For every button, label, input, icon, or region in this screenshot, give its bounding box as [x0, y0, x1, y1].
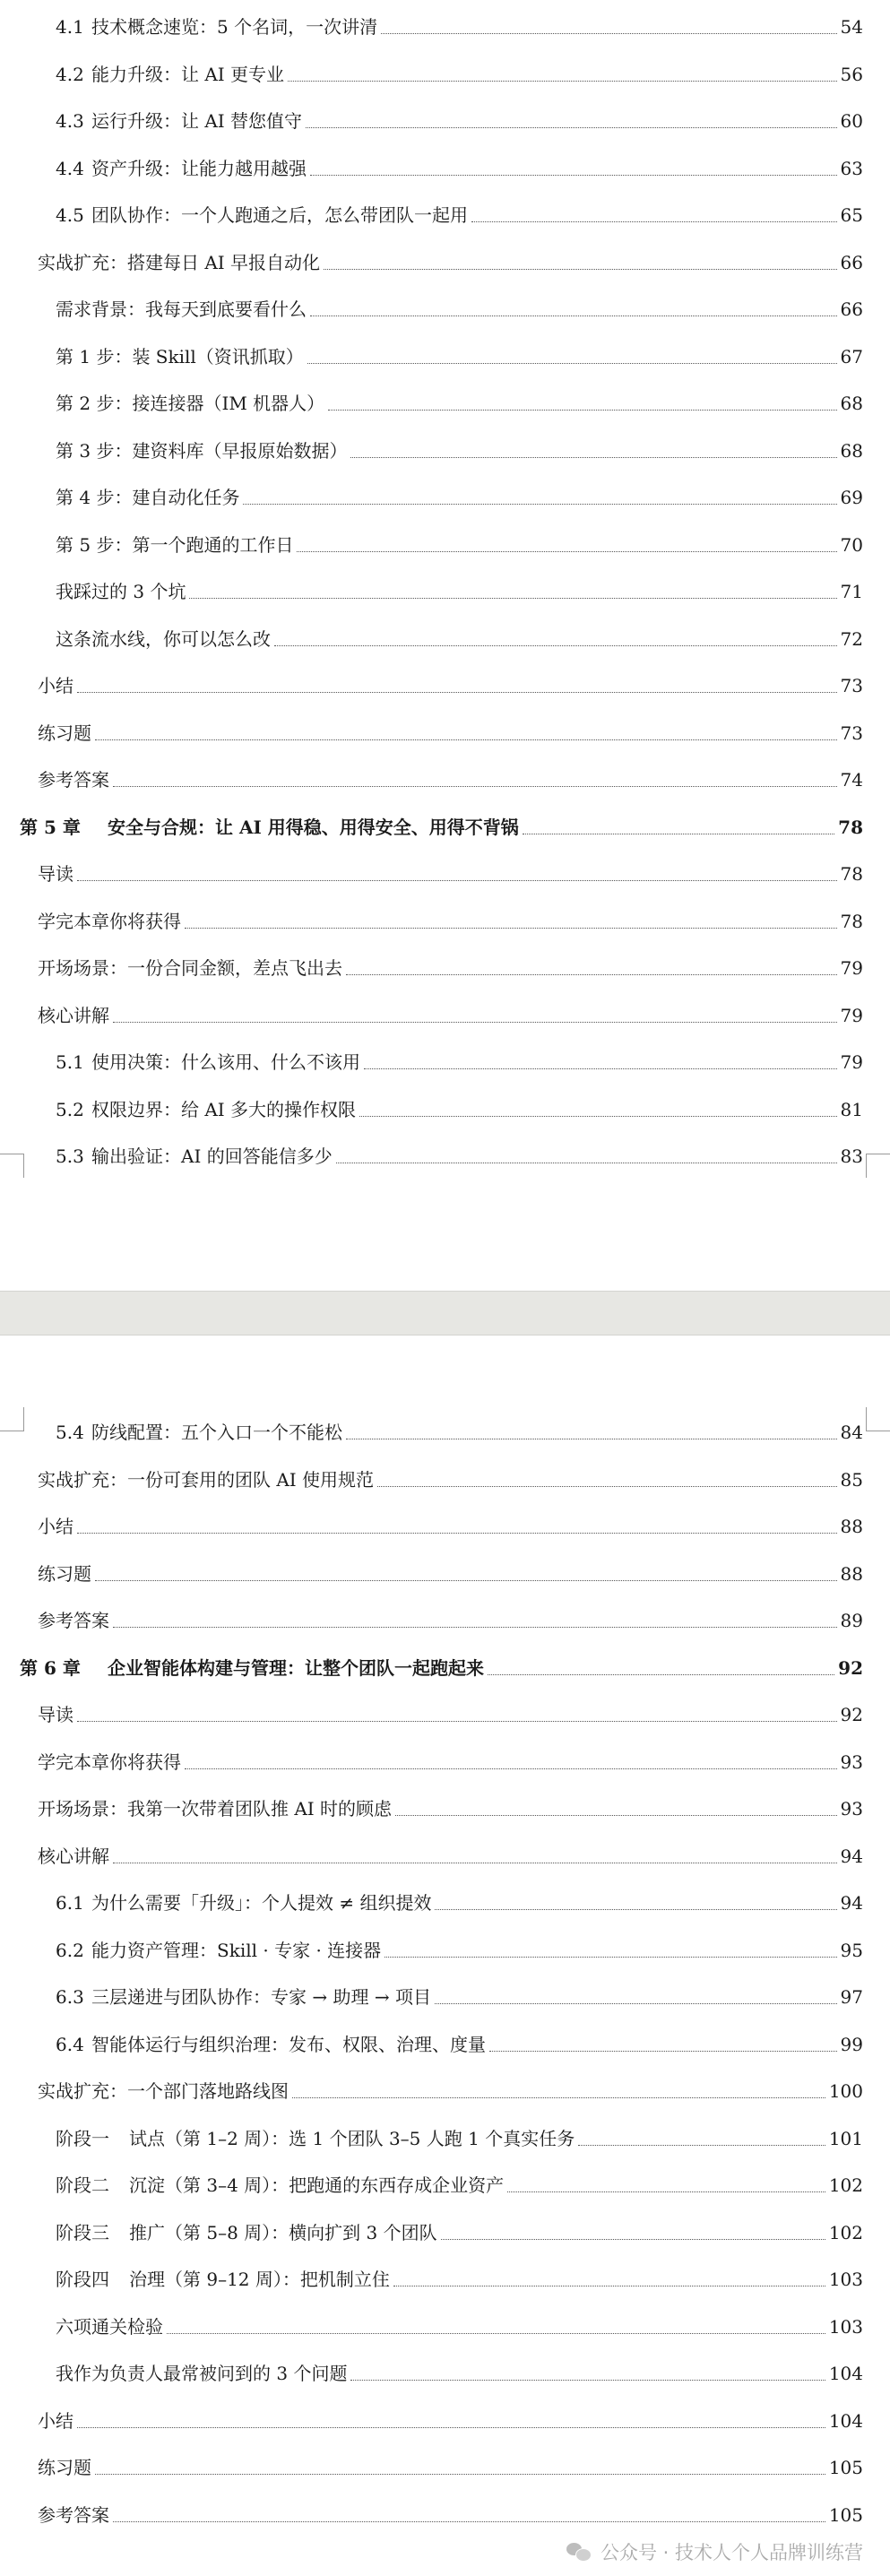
toc-entry-page-number: 78 [838, 816, 863, 838]
toc-entry-page-number: 73 [840, 722, 863, 744]
toc-entry-page-number: 72 [840, 627, 863, 650]
toc-entry-number: 4.1 [56, 16, 84, 38]
toc-entry[interactable] [0, 1594, 890, 1640]
toc-entry-page-number: 66 [840, 251, 863, 273]
toc-entry-page-number: 81 [840, 1098, 863, 1120]
toc-entry-page-number: 78 [840, 863, 863, 885]
toc-entry-number: 第 6 章 [20, 1656, 81, 1679]
toc-entry-page-number: 88 [840, 1562, 863, 1585]
leader-dots [350, 2380, 825, 2381]
toc-entry-number: 5.3 [56, 1145, 84, 1167]
leader-dots [243, 504, 836, 505]
toc-entry-title: 沉淀（第 3–4 周）：把跑通的东西存成企业资产 [129, 2174, 505, 2196]
leader-dots [95, 2474, 825, 2475]
leader-dots [488, 1674, 834, 1675]
leader-dots [167, 2333, 825, 2334]
toc-entry-title: 为什么需要「升级」：个人提效 ≠ 组织提效 [91, 1892, 432, 1914]
toc-entry[interactable] [0, 142, 890, 188]
toc-entry-page-number: 60 [840, 110, 863, 132]
toc-entry-page-number: 94 [840, 1892, 863, 1914]
leader-dots [350, 457, 836, 458]
toc-entry-number: 6.3 [56, 1986, 84, 2008]
toc-entry-number: 4.2 [56, 63, 84, 85]
leader-dots [292, 2097, 825, 2098]
toc-entry-number: 4.3 [56, 110, 84, 132]
toc-entry[interactable] [0, 376, 890, 423]
toc-entry-page-number: 84 [840, 1422, 863, 1443]
toc-entry-title: 我作为负责人最常被问到的 3 个问题 [56, 2363, 348, 2384]
toc-entry[interactable] [0, 659, 890, 705]
leader-dots [288, 81, 836, 82]
leader-dots [297, 551, 836, 552]
toc-entry-title: 能力资产管理：Skill · 专家 · 连接器 [91, 1939, 382, 1961]
toc-entry-page-number: 95 [840, 1939, 863, 1961]
toc-entry[interactable] [0, 1547, 890, 1594]
toc-entry-number: 6.2 [56, 1939, 84, 1961]
toc-entry-page-number: 97 [840, 1986, 863, 2008]
toc-entry-page-number: 79 [840, 1004, 863, 1026]
toc-entry-page-number: 79 [840, 1051, 863, 1073]
toc-entry-number: 阶段四 [56, 2269, 109, 2290]
toc-entry[interactable] [0, 2347, 890, 2393]
toc-entry[interactable] [0, 518, 890, 565]
toc-entry-title: 学完本章你将获得 [38, 910, 181, 932]
toc-entry-title: 实战扩充：搭建每日 AI 早报自动化 [38, 251, 321, 273]
toc-entry-number: 5.4 [56, 1422, 84, 1443]
toc-entry-title: 第 4 步：建自动化任务 [56, 487, 240, 508]
toc-entry-title: 权限边界：给 AI 多大的操作权限 [91, 1098, 357, 1120]
toc-entry-title: 参考答案 [38, 2503, 109, 2526]
toc-entry[interactable] [0, 330, 890, 376]
toc-entry-title: 第 2 步：接连接器（IM 机器人） [56, 393, 325, 414]
toc-entry-page-number: 69 [840, 487, 863, 508]
leader-dots [77, 1533, 837, 1534]
toc-entry[interactable] [0, 1829, 890, 1876]
leader-dots [377, 1486, 836, 1487]
toc-entry-title: 参考答案 [38, 769, 109, 791]
toc-entry-title: 导读 [38, 863, 73, 885]
toc-entry-title: 需求背景：我每天到底要看什么 [56, 298, 307, 320]
toc-entry-title: 防线配置：五个入口一个不能松 [91, 1422, 342, 1443]
toc-entry[interactable] [0, 1405, 890, 1452]
toc-entry[interactable] [0, 565, 890, 611]
toc-entry-page-number: 89 [840, 1610, 863, 1631]
toc-entry[interactable] [0, 94, 890, 141]
page-gap [0, 1291, 890, 1336]
leader-dots [113, 786, 837, 787]
toc-entry-number: 6.4 [56, 2033, 84, 2055]
toc-entry[interactable] [0, 1129, 890, 1176]
toc-entry[interactable] [0, 1923, 890, 1970]
toc-entry-number: 5.1 [56, 1051, 84, 1073]
leader-dots [578, 2145, 825, 2146]
toc-entry-page-number: 67 [840, 345, 863, 367]
toc-entry-page-number: 66 [840, 298, 863, 320]
toc-entry-number: 6.1 [56, 1892, 84, 1914]
toc-entry-title: 六项通关检验 [56, 2315, 163, 2338]
toc-entry-title: 核心讲解 [38, 1845, 109, 1867]
toc-entry-title: 能力升级：让 AI 更专业 [91, 63, 285, 85]
toc-entry[interactable] [0, 2441, 890, 2487]
toc-entry[interactable] [0, 706, 890, 753]
toc-entry[interactable] [0, 1876, 890, 1923]
leader-dots [328, 410, 836, 411]
leader-dots [310, 175, 837, 176]
toc-entry-page-number: 105 [828, 2503, 863, 2526]
toc-entry-page-number: 70 [840, 533, 863, 556]
leader-dots [189, 598, 836, 599]
toc-entry[interactable] [0, 1500, 890, 1546]
leader-dots [471, 221, 837, 222]
toc-entry[interactable] [0, 424, 890, 471]
leader-dots [306, 127, 836, 128]
toc-entry-page-number: 104 [828, 2363, 863, 2384]
leader-dots [359, 1116, 836, 1117]
toc-entry-page-number: 93 [840, 1798, 863, 1820]
toc-entry-title: 开场场景：一份合同金额，差点飞出去 [38, 957, 342, 979]
toc-entry-title: 这条流水线，你可以怎么改 [56, 627, 271, 650]
leader-dots [489, 2051, 837, 2052]
toc-entry-page-number: 78 [840, 910, 863, 932]
toc-entry[interactable] [0, 188, 890, 235]
toc-entry-number: 阶段一 [56, 2127, 109, 2149]
leader-dots [307, 363, 837, 364]
toc-entry-title: 核心讲解 [38, 1004, 109, 1026]
toc-entry-page-number: 56 [840, 63, 863, 85]
toc-entry-number: 阶段二 [56, 2174, 109, 2196]
toc-entry-page-number: 94 [840, 1845, 863, 1867]
toc-entry-number: 4.4 [56, 157, 84, 179]
toc-entry-title: 练习题 [38, 2457, 91, 2478]
toc-entry[interactable] [0, 471, 890, 517]
leader-dots [113, 1627, 837, 1628]
toc-entry[interactable] [0, 1970, 890, 2017]
toc-entry[interactable] [0, 236, 890, 282]
toc-entry-page-number: 103 [828, 2269, 863, 2290]
leader-dots [185, 1768, 837, 1769]
leader-dots [77, 1721, 837, 1722]
toc-entry-page-number: 88 [840, 1516, 863, 1537]
toc-entry-page-number: 104 [828, 2409, 863, 2432]
toc-entry[interactable] [0, 2112, 890, 2158]
toc-entry-title: 练习题 [38, 722, 91, 744]
wechat-icon [566, 2541, 592, 2563]
leader-dots [95, 1580, 837, 1581]
leader-dots [95, 739, 837, 740]
toc-entry[interactable] [0, 847, 890, 894]
leader-dots [324, 269, 836, 270]
toc-entry-title: 实战扩充：一个部门落地路线图 [38, 2080, 289, 2102]
toc-entry[interactable] [0, 941, 890, 988]
toc-entry-title: 运行升级：让 AI 替您值守 [91, 110, 303, 132]
toc-entry-title: 治理（第 9–12 周）：把机制立住 [129, 2269, 390, 2290]
toc-entry-title: 小结 [38, 1516, 73, 1537]
toc-entry[interactable] [0, 989, 890, 1035]
toc-entry-page-number: 92 [840, 1704, 863, 1725]
leader-dots [77, 880, 837, 881]
watermark [566, 2537, 863, 2567]
toc-entry-title: 参考答案 [38, 1610, 109, 1631]
toc-entry[interactable] [0, 48, 890, 94]
toc-entry-page-number: 73 [840, 675, 863, 696]
leader-dots [274, 645, 837, 646]
toc-entry[interactable] [0, 2394, 890, 2441]
toc-entry[interactable] [0, 1453, 890, 1500]
toc-entry-page-number: 102 [828, 2174, 863, 2196]
toc-entry[interactable] [0, 1035, 890, 1082]
toc-entry-number: 4.5 [56, 204, 84, 226]
leader-dots [185, 928, 837, 929]
toc-entry[interactable] [0, 895, 890, 941]
toc-entry-title: 试点（第 1–2 周）：选 1 个团队 3–5 人跑 1 个真实任务 [129, 2127, 575, 2149]
toc-entry-title: 第 1 步：装 Skill（资讯抓取） [56, 345, 304, 367]
leader-dots [435, 2003, 837, 2004]
toc-entry-page-number: 93 [840, 1750, 863, 1773]
leader-dots [435, 1909, 836, 1910]
toc-entry-page-number: 83 [840, 1145, 863, 1167]
toc-entry[interactable] [0, 612, 890, 659]
toc-entry-title: 使用决策：什么该用、什么不该用 [91, 1051, 360, 1073]
toc-entry[interactable] [0, 1688, 890, 1734]
toc-entry-title: 小结 [38, 675, 73, 696]
leader-dots [77, 2427, 825, 2428]
toc-entry[interactable] [0, 1735, 890, 1782]
toc-entry-page-number: 68 [840, 393, 863, 414]
toc-entry[interactable] [0, 1641, 890, 1688]
toc-entry-title: 三层递进与团队协作：专家 → 助理 → 项目 [91, 1986, 431, 2008]
toc-entry-page-number: 103 [828, 2315, 863, 2338]
toc-entry-number: 阶段三 [56, 2221, 109, 2243]
toc-entry[interactable] [0, 282, 890, 329]
toc-entry-title: 导读 [38, 1704, 73, 1725]
toc-entry-page-number: 105 [828, 2457, 863, 2478]
toc-entry-title: 智能体运行与组织治理：发布、权限、治理、度量 [91, 2033, 486, 2055]
toc-entry[interactable] [0, 2158, 890, 2205]
toc-entry[interactable] [0, 753, 890, 800]
toc-entry-title: 推广（第 5–8 周）：横向扩到 3 个团队 [129, 2221, 437, 2243]
toc-entry-page-number: 65 [840, 204, 863, 226]
toc-entry-page-number: 79 [840, 957, 863, 979]
toc-entry-page-number: 68 [840, 439, 863, 462]
toc-entry[interactable] [0, 2018, 890, 2064]
toc-entry[interactable] [0, 2064, 890, 2111]
toc-entry-title: 开场场景：我第一次带着团队推 AI 时的顾虑 [38, 1798, 393, 1820]
toc-entry-title: 企业智能体构建与管理：让整个团队一起跑起来 [108, 1656, 484, 1679]
toc-entry-page-number: 74 [840, 769, 863, 791]
toc-entry[interactable] [0, 800, 890, 847]
toc-entry-title: 实战扩充：一份可套用的团队 AI 使用规范 [38, 1468, 375, 1491]
leader-dots [113, 1022, 837, 1023]
toc-entry-title: 第 5 步：第一个跑通的工作日 [56, 533, 294, 556]
toc-entry-page-number: 54 [840, 16, 863, 38]
toc-entry[interactable] [0, 2206, 890, 2252]
toc-entry[interactable] [0, 2252, 890, 2299]
toc-entry-title: 资产升级：让能力越用越强 [91, 157, 307, 179]
toc-entry-page-number: 101 [828, 2127, 863, 2149]
toc-entry-page-number: 99 [840, 2033, 863, 2055]
leader-dots [507, 2191, 825, 2192]
leader-dots [385, 1957, 836, 1958]
toc-entry-title: 输出验证：AI 的回答能信多少 [91, 1145, 333, 1167]
toc-entry-page-number: 71 [840, 581, 863, 602]
toc-entry-title: 第 3 步：建资料库（早报原始数据） [56, 439, 348, 462]
toc-entry-title: 练习题 [38, 1562, 91, 1585]
leader-dots [77, 692, 837, 693]
toc-entry[interactable] [0, 2300, 890, 2347]
toc-entry[interactable] [0, 1782, 890, 1828]
leader-dots [113, 2521, 825, 2522]
toc-entry[interactable] [0, 2488, 890, 2535]
toc-entry-number: 5.2 [56, 1098, 84, 1120]
toc-entry-page-number: 92 [838, 1656, 863, 1679]
toc-entry-title: 安全与合规：让 AI 用得稳、用得安全、用得不背锅 [108, 816, 519, 838]
leader-dots [395, 1815, 836, 1816]
toc-entry-title: 我踩过的 3 个坑 [56, 581, 186, 602]
toc-entry-page-number: 63 [840, 157, 863, 179]
toc-entry[interactable] [0, 0, 890, 47]
toc-entry-title: 小结 [38, 2409, 73, 2432]
leader-dots [441, 2239, 825, 2240]
toc-entry-page-number: 102 [828, 2221, 863, 2243]
toc-entry-page-number: 85 [840, 1468, 863, 1491]
toc-entry-number: 第 5 章 [20, 816, 81, 838]
leader-dots [381, 33, 836, 34]
toc-entry[interactable] [0, 1083, 890, 1129]
toc-entry-page-number: 100 [828, 2080, 863, 2102]
toc-entry-title: 团队协作：一个人跑通之后，怎么带团队一起用 [91, 204, 468, 226]
watermark-text: 公众号 · 技术人个人品牌训练营 [600, 2542, 863, 2563]
toc-entry-title: 学完本章你将获得 [38, 1750, 181, 1773]
toc-entry-title: 技术概念速览：5 个名词，一次讲清 [91, 16, 378, 38]
leader-dots [364, 1068, 837, 1069]
leader-dots [346, 974, 837, 975]
